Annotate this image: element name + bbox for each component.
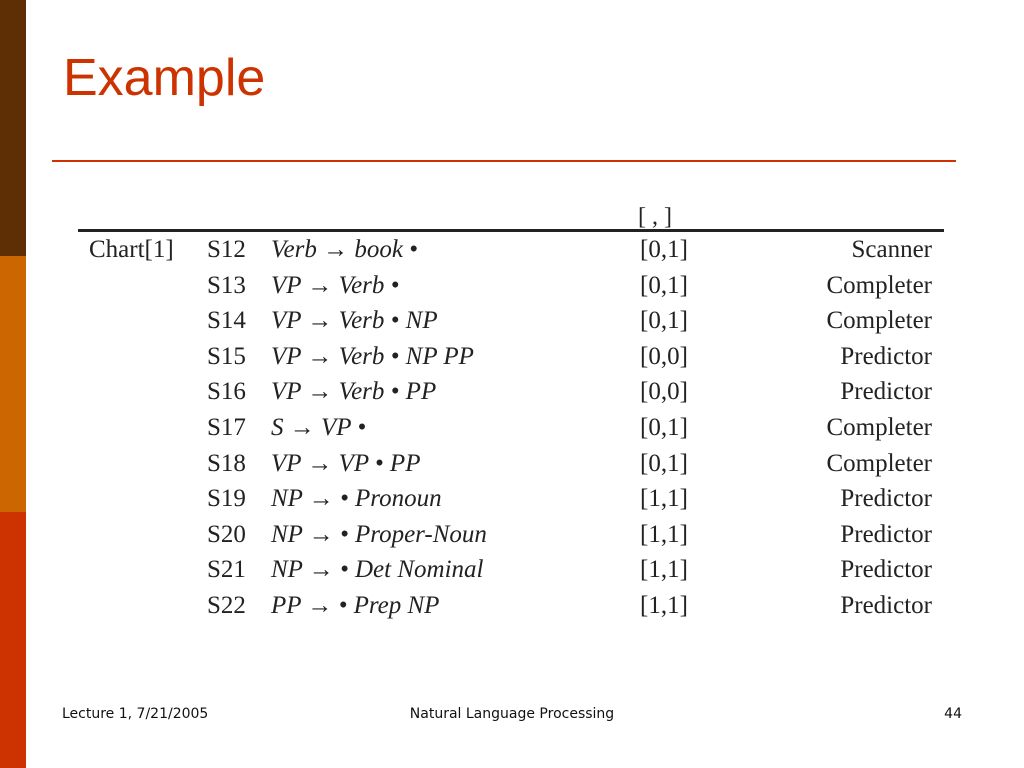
operation: Completer xyxy=(826,449,932,477)
footer-lecture: Lecture 1, 7/21/2005 xyxy=(62,706,209,722)
span: [1,1] xyxy=(640,592,688,619)
grammar-rule: PP → • Prep NP xyxy=(271,592,440,619)
grammar-rule: NP → • Det Nominal xyxy=(271,556,484,584)
grammar-rule: VP → Verb • PP xyxy=(271,378,437,406)
span: [0,1] xyxy=(640,414,688,441)
operation: Completer xyxy=(826,271,932,299)
grammar-rule: VP → Verb • NP PP xyxy=(271,342,474,370)
state-id: S14 xyxy=(207,307,246,335)
operation: Completer xyxy=(826,414,932,441)
grammar-rule: Verb → book • xyxy=(271,236,418,263)
state-id: S13 xyxy=(207,271,246,299)
operation: Predictor xyxy=(840,556,932,584)
operation: Completer xyxy=(826,307,932,335)
operation: Predictor xyxy=(840,378,932,406)
title-divider xyxy=(52,160,956,162)
state-id: S21 xyxy=(207,556,246,584)
span: [1,1] xyxy=(640,485,688,513)
table-row xyxy=(78,552,944,588)
span: [0,1] xyxy=(640,236,688,263)
span: [0,0] xyxy=(640,378,688,406)
side-bar-orange xyxy=(0,256,26,512)
span: [1,1] xyxy=(640,556,688,584)
state-id: S15 xyxy=(207,342,246,370)
table-row xyxy=(78,481,944,517)
table-row xyxy=(78,232,944,268)
state-id: S19 xyxy=(207,485,246,513)
table-row xyxy=(78,339,944,375)
grammar-rule: VP → Verb • NP xyxy=(271,307,438,335)
table-row xyxy=(78,303,944,339)
grammar-rule: VP → VP • PP xyxy=(271,449,421,477)
earley-chart-table xyxy=(78,204,944,630)
operation: Predictor xyxy=(840,520,932,548)
span: [1,1] xyxy=(640,520,688,548)
state-id: S18 xyxy=(207,449,246,477)
cropped-row-fragment: [ , ] xyxy=(638,204,672,230)
grammar-rule: NP → • Pronoun xyxy=(271,485,442,513)
side-bar-red xyxy=(0,512,26,768)
chart-label: Chart[1] xyxy=(89,236,174,263)
side-bar-dark xyxy=(0,0,26,256)
footer-page-number: 44 xyxy=(944,706,962,722)
grammar-rule: NP → • Proper-Noun xyxy=(271,520,487,548)
operation: Predictor xyxy=(840,592,932,619)
state-id: S22 xyxy=(207,592,246,619)
operation: Scanner xyxy=(851,236,932,263)
state-id: S17 xyxy=(207,414,246,441)
table-row xyxy=(78,410,944,446)
slide-title: Example xyxy=(63,49,266,107)
grammar-rule: S → VP • xyxy=(271,414,367,441)
operation: Predictor xyxy=(840,485,932,513)
operation: Predictor xyxy=(840,342,932,370)
state-id: S20 xyxy=(207,520,246,548)
span: [0,1] xyxy=(640,271,688,299)
table-row xyxy=(78,446,944,482)
table-row xyxy=(78,588,944,624)
span: [0,1] xyxy=(640,449,688,477)
grammar-rule: VP → Verb • xyxy=(271,271,400,299)
state-id: S16 xyxy=(207,378,246,406)
footer-course: Natural Language Processing xyxy=(409,706,615,722)
span: [0,0] xyxy=(640,342,688,370)
state-id: S12 xyxy=(207,236,246,263)
table-row xyxy=(78,268,944,304)
table-row xyxy=(78,374,944,410)
span: [0,1] xyxy=(640,307,688,335)
table-row xyxy=(78,517,944,553)
